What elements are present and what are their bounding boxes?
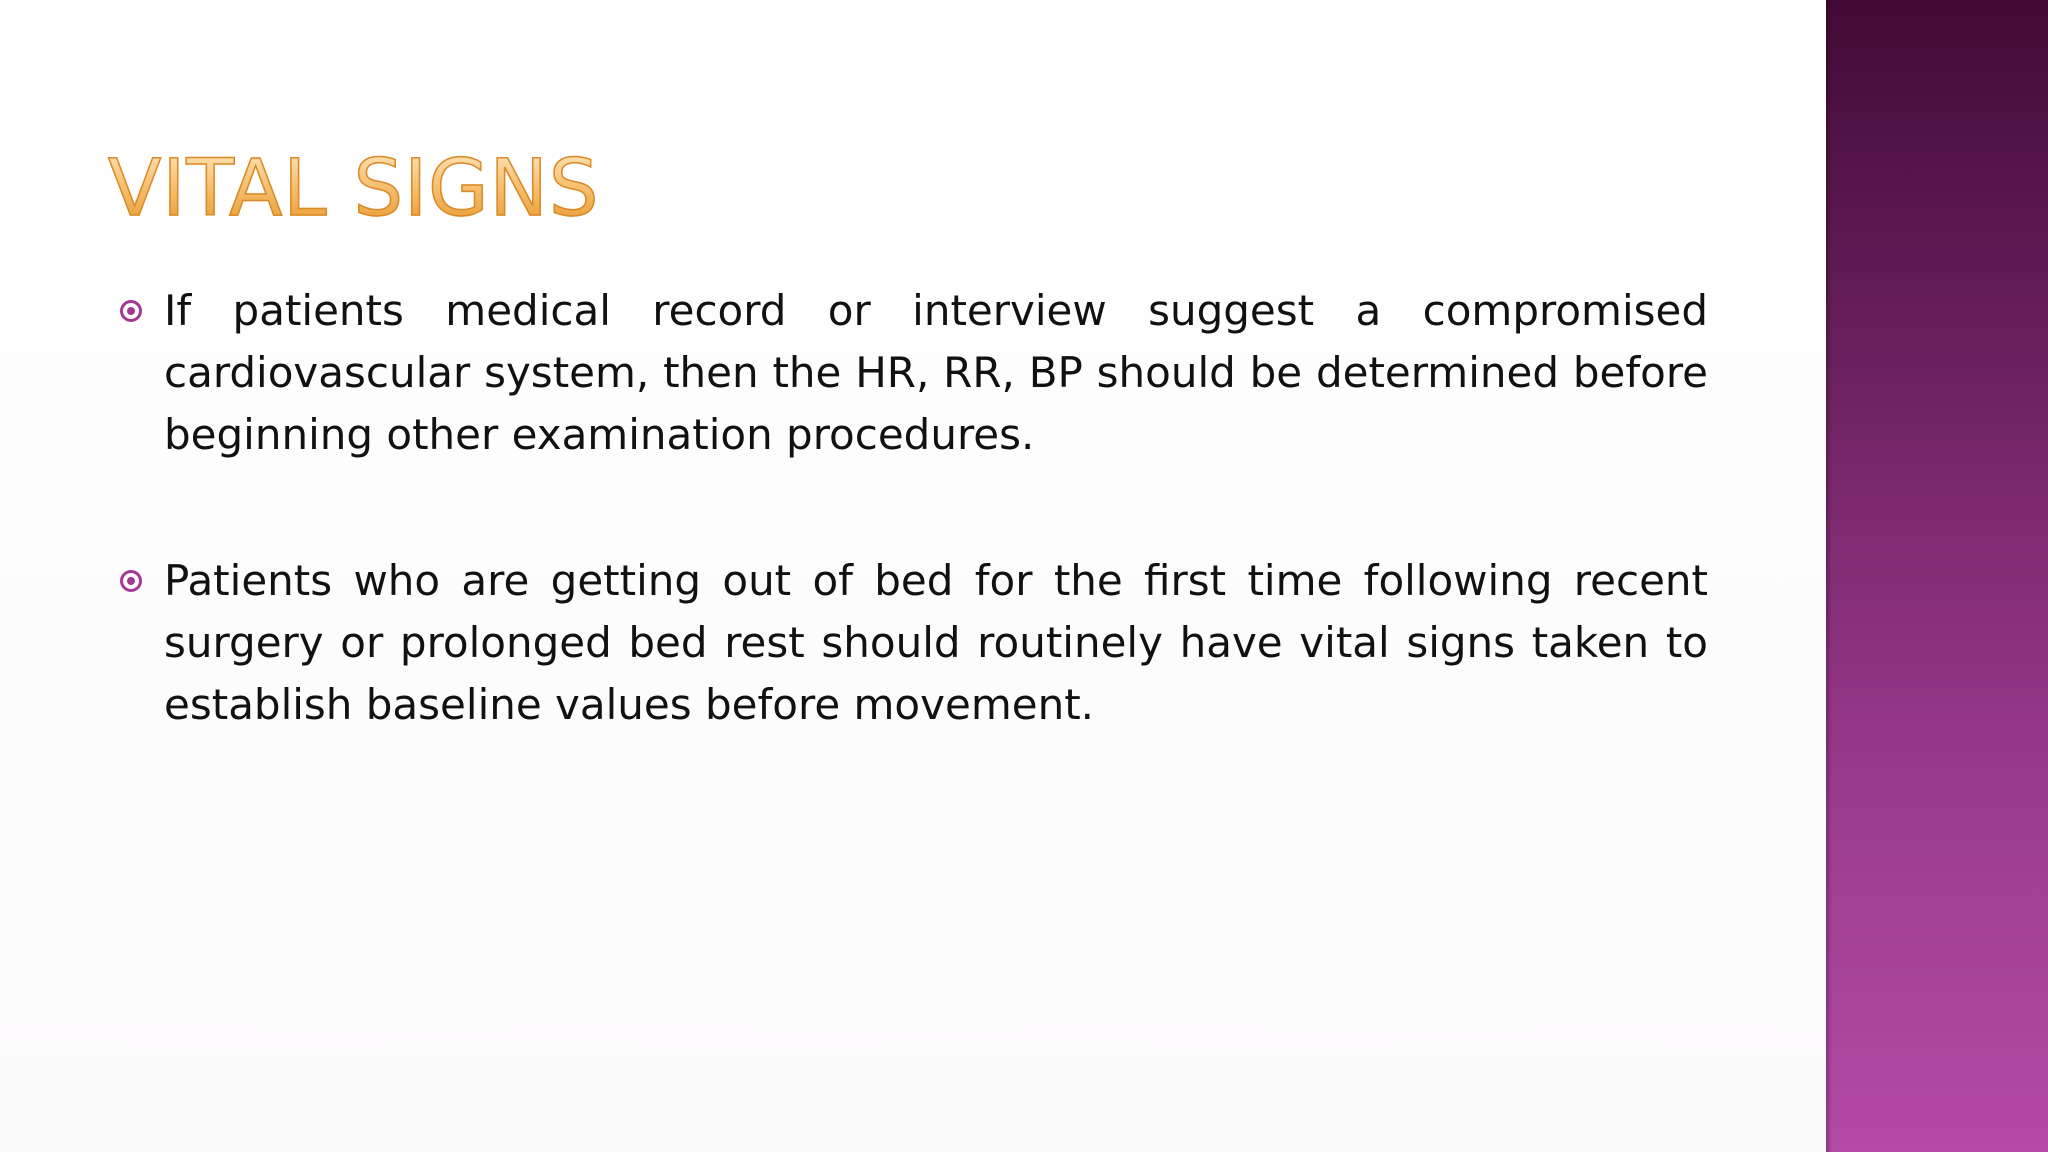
slide-title: VITAL SIGNS [108, 144, 600, 234]
bullet-target-icon [120, 570, 142, 592]
bullet-text: Patients who are getting out of bed for the first time following recent surgery or prolonged bed rest should routinely have vital signs taken to establish baseline values before movement. [164, 556, 1708, 729]
bullet-item [118, 550, 1708, 736]
bullet-text: If patients medical record or interview suggest a compromised cardiovascular system, then the HR, RR, BP should be determined before beginning other examination procedures. [164, 286, 1708, 459]
bullet-list [118, 280, 1708, 820]
bullet-target-icon [120, 300, 142, 322]
decorative-side-band [1826, 0, 2048, 1152]
bullet-item [118, 280, 1708, 466]
